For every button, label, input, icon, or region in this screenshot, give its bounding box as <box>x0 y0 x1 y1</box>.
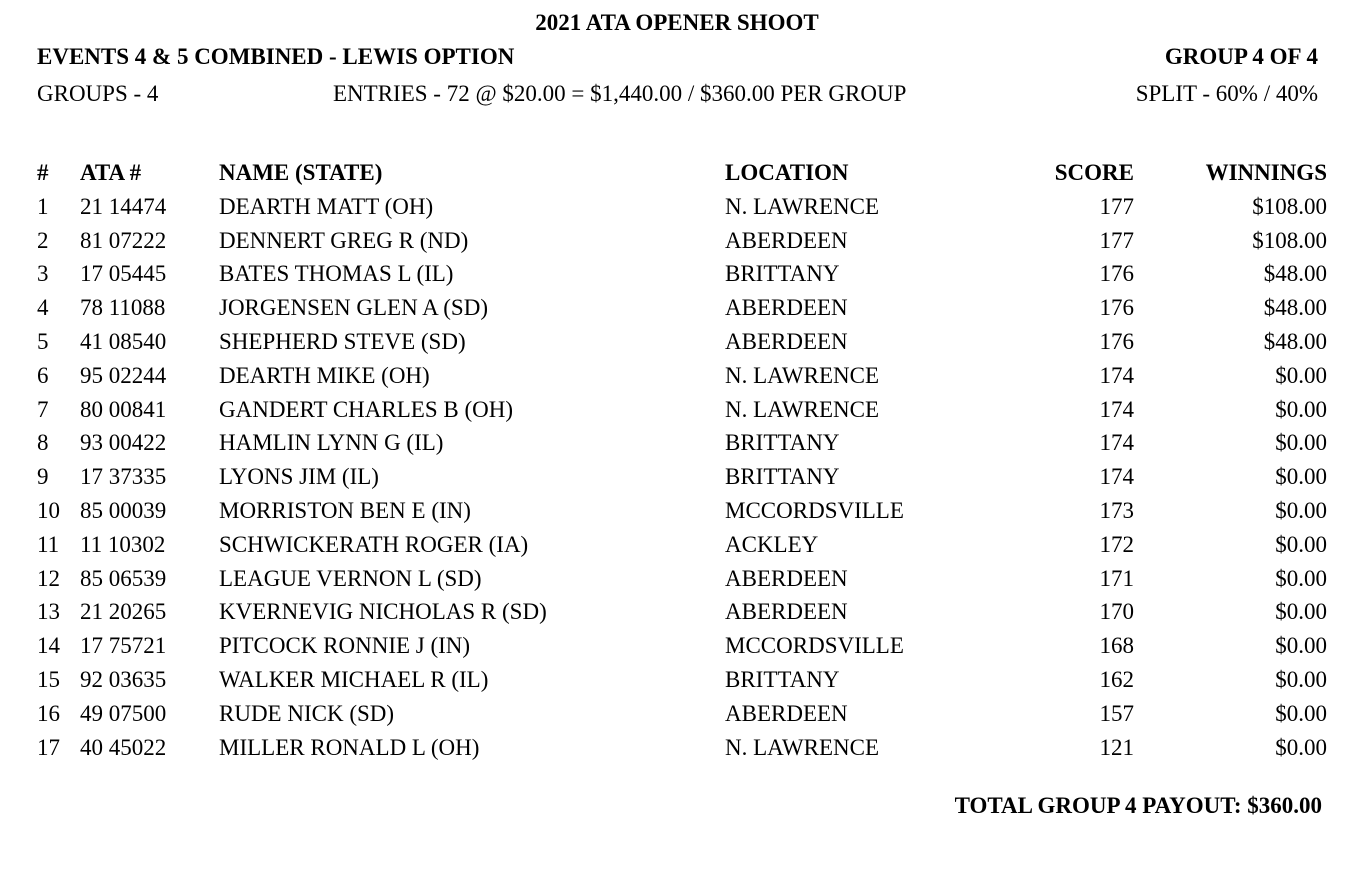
row-name: DEARTH MATT (OH) <box>219 193 434 219</box>
row-score: 176 <box>1099 328 1134 354</box>
row-ata-number: 85 00039 <box>80 497 167 523</box>
row-ata-number: 41 08540 <box>80 328 167 354</box>
row-score: 174 <box>1099 362 1134 388</box>
row-name: LYONS JIM (IL) <box>219 464 379 490</box>
row-score: 176 <box>1099 295 1134 321</box>
row-location: N. LAWRENCE <box>725 362 880 388</box>
row-name: LEAGUE VERNON L (SD) <box>219 565 482 591</box>
row-winnings: $0.00 <box>1275 396 1327 422</box>
row-num: 8 <box>37 430 49 456</box>
row-name: BATES THOMAS L (IL) <box>219 261 454 287</box>
row-score: 172 <box>1099 531 1134 557</box>
row-winnings: $0.00 <box>1275 734 1327 760</box>
row-num: 3 <box>37 261 49 287</box>
header-row <box>31 156 1333 190</box>
table-row <box>31 291 1333 325</box>
row-num: 12 <box>37 565 60 591</box>
table-row <box>31 190 1333 224</box>
table-row <box>31 460 1333 494</box>
row-location: BRITTANY <box>725 261 840 287</box>
row-score: 177 <box>1099 193 1134 219</box>
row-ata-number: 92 03635 <box>80 666 167 692</box>
table-row <box>31 731 1333 765</box>
row-num: 13 <box>37 599 60 625</box>
row-ata-number: 21 14474 <box>80 193 167 219</box>
table-row <box>31 562 1333 596</box>
row-score: 157 <box>1099 700 1134 726</box>
header-location: LOCATION <box>725 160 849 185</box>
row-winnings: $0.00 <box>1275 599 1327 625</box>
results-table <box>31 156 1333 764</box>
row-name: SHEPHERD STEVE (SD) <box>219 328 466 354</box>
row-score: 177 <box>1099 227 1134 253</box>
row-location: ABERDEEN <box>725 565 848 591</box>
row-num: 4 <box>37 295 49 321</box>
row-score: 174 <box>1099 396 1134 422</box>
row-num: 7 <box>37 396 49 422</box>
row-score: 174 <box>1099 464 1134 490</box>
row-ata-number: 17 75721 <box>80 633 167 659</box>
row-winnings: $0.00 <box>1275 531 1327 557</box>
header-num: # <box>37 160 49 185</box>
table-row <box>31 426 1333 460</box>
row-location: ABERDEEN <box>725 599 848 625</box>
table-row <box>31 257 1333 291</box>
entries-summary: ENTRIES - 72 @ $20.00 = $1,440.00 / $360.00 PER GROUP <box>333 81 907 106</box>
header-winnings: WINNINGS <box>1205 160 1327 185</box>
row-winnings: $0.00 <box>1275 430 1327 456</box>
row-score: 176 <box>1099 261 1134 287</box>
row-location: N. LAWRENCE <box>725 396 880 422</box>
page-title: 2021 ATA OPENER SHOOT <box>535 10 819 35</box>
row-ata-number: 81 07222 <box>80 227 167 253</box>
header-score: SCORE <box>1054 160 1134 185</box>
groups-count: GROUPS - 4 <box>37 81 159 106</box>
row-location: ABERDEEN <box>725 227 848 253</box>
total-payout: TOTAL GROUP 4 PAYOUT: $360.00 <box>954 793 1322 818</box>
table-row <box>31 393 1333 427</box>
event-subtitle: EVENTS 4 & 5 COMBINED - LEWIS OPTION <box>37 44 515 69</box>
table-row <box>31 595 1333 629</box>
row-ata-number: 11 10302 <box>80 531 166 557</box>
row-location: ABERDEEN <box>725 328 848 354</box>
row-winnings: $0.00 <box>1275 633 1327 659</box>
row-location: ACKLEY <box>725 531 819 557</box>
row-num: 10 <box>37 497 60 523</box>
table-row <box>31 224 1333 258</box>
row-name: GANDERT CHARLES B (OH) <box>219 396 514 422</box>
row-winnings: $108.00 <box>1252 193 1327 219</box>
row-name: MORRISTON BEN E (IN) <box>219 497 471 523</box>
row-location: MCCORDSVILLE <box>725 633 904 659</box>
row-score: 162 <box>1099 666 1134 692</box>
row-score: 171 <box>1099 565 1134 591</box>
table-row <box>31 494 1333 528</box>
row-ata-number: 49 07500 <box>80 700 167 726</box>
row-location: BRITTANY <box>725 464 840 490</box>
row-num: 5 <box>37 328 49 354</box>
row-location: ABERDEEN <box>725 700 848 726</box>
row-winnings: $48.00 <box>1263 328 1327 354</box>
row-name: SCHWICKERATH ROGER (IA) <box>219 531 529 557</box>
row-winnings: $0.00 <box>1275 497 1327 523</box>
row-winnings: $0.00 <box>1275 565 1327 591</box>
header-name: NAME (STATE) <box>219 160 383 185</box>
row-score: 121 <box>1099 734 1134 760</box>
header-ata: ATA # <box>80 160 142 185</box>
row-score: 174 <box>1099 430 1134 456</box>
row-winnings: $48.00 <box>1263 261 1327 287</box>
row-name: RUDE NICK (SD) <box>219 700 395 726</box>
row-location: BRITTANY <box>725 430 840 456</box>
row-num: 17 <box>37 734 60 760</box>
row-num: 6 <box>37 362 49 388</box>
row-num: 14 <box>37 633 60 659</box>
row-name: WALKER MICHAEL R (IL) <box>219 666 489 692</box>
table-row <box>31 528 1333 562</box>
row-name: HAMLIN LYNN G (IL) <box>219 430 444 456</box>
row-ata-number: 17 05445 <box>80 261 167 287</box>
table-row <box>31 697 1333 731</box>
row-score: 173 <box>1099 497 1134 523</box>
row-score: 170 <box>1099 599 1134 625</box>
group-label: GROUP 4 OF 4 <box>1164 44 1318 69</box>
row-num: 1 <box>37 193 49 219</box>
table-row <box>31 359 1333 393</box>
row-location: ABERDEEN <box>725 295 848 321</box>
row-num: 11 <box>37 531 60 557</box>
row-ata-number: 93 00422 <box>80 430 167 456</box>
row-num: 16 <box>37 700 60 726</box>
row-name: MILLER RONALD L (OH) <box>219 734 480 760</box>
row-name: KVERNEVIG NICHOLAS R (SD) <box>219 599 547 625</box>
results-body <box>31 190 1333 765</box>
row-name: DEARTH MIKE (OH) <box>219 362 430 388</box>
row-location: N. LAWRENCE <box>725 734 880 760</box>
row-num: 2 <box>37 227 49 253</box>
row-location: N. LAWRENCE <box>725 193 880 219</box>
row-ata-number: 78 11088 <box>80 295 166 321</box>
row-ata-number: 40 45022 <box>80 734 167 760</box>
row-num: 15 <box>37 666 60 692</box>
row-name: JORGENSEN GLEN A (SD) <box>219 295 488 321</box>
row-location: MCCORDSVILLE <box>725 497 904 523</box>
split-info: SPLIT - 60% / 40% <box>1135 81 1318 106</box>
row-score: 168 <box>1099 633 1134 659</box>
row-ata-number: 85 06539 <box>80 565 167 591</box>
row-winnings: $108.00 <box>1252 227 1327 253</box>
row-ata-number: 17 37335 <box>80 464 167 490</box>
row-ata-number: 95 02244 <box>80 362 167 388</box>
row-location: BRITTANY <box>725 666 840 692</box>
table-row <box>31 325 1333 359</box>
row-name: DENNERT GREG R (ND) <box>219 227 469 253</box>
row-winnings: $0.00 <box>1275 666 1327 692</box>
row-winnings: $0.00 <box>1275 700 1327 726</box>
table-row <box>31 663 1333 697</box>
table-row <box>31 629 1333 663</box>
row-winnings: $0.00 <box>1275 362 1327 388</box>
row-winnings: $0.00 <box>1275 464 1327 490</box>
row-ata-number: 21 20265 <box>80 599 167 625</box>
row-ata-number: 80 00841 <box>80 396 167 422</box>
row-winnings: $48.00 <box>1263 295 1327 321</box>
row-num: 9 <box>37 464 49 490</box>
row-name: PITCOCK RONNIE J (IN) <box>219 633 471 659</box>
